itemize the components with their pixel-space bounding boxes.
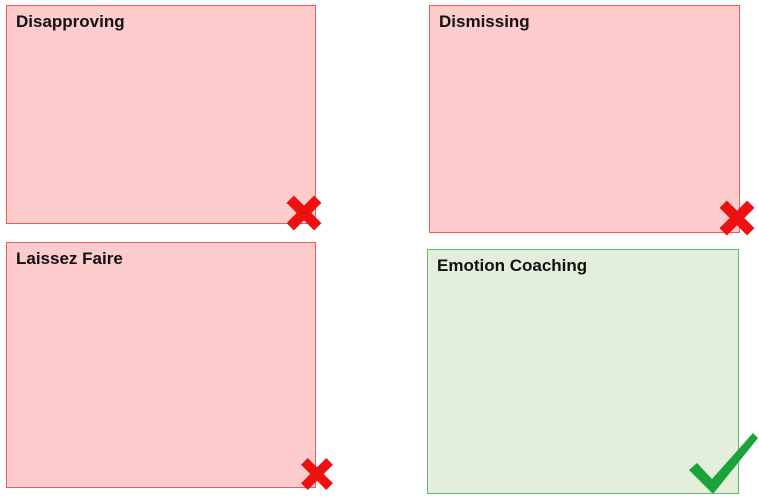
style-box-laissez-faire bbox=[6, 242, 316, 488]
style-title-disapproving: Disapproving bbox=[16, 12, 125, 31]
style-box-dismissing bbox=[429, 5, 740, 233]
check-icon bbox=[687, 430, 759, 497]
cross-icon bbox=[296, 453, 338, 495]
cross-icon bbox=[281, 190, 327, 236]
style-title-dismissing: Dismissing bbox=[439, 12, 530, 31]
style-box-disapproving bbox=[6, 5, 316, 224]
style-title-laissez-faire: Laissez Faire bbox=[16, 249, 123, 268]
style-title-emotion-coaching: Emotion Coaching bbox=[437, 256, 588, 275]
cross-icon bbox=[714, 195, 759, 241]
